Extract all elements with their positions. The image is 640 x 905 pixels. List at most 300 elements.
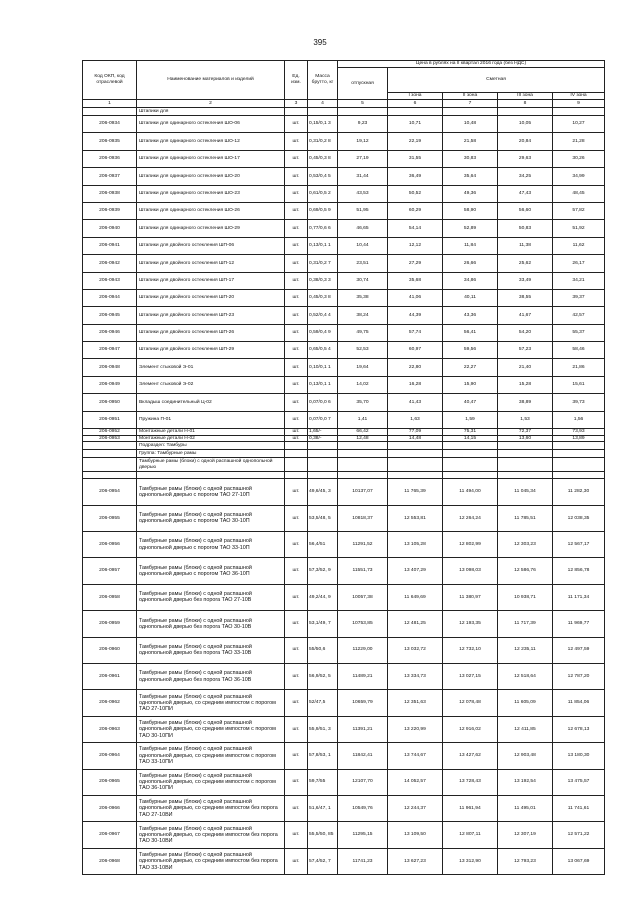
price-zone-4: 30,26 (553, 150, 605, 167)
section-row (83, 108, 605, 116)
price-release: 10549,76 (338, 795, 388, 821)
item-unit: шт. (285, 822, 308, 848)
price-zone-1: 77,09 (388, 429, 443, 436)
item-unit: шт. (285, 307, 308, 324)
item-code: 206-0935 (83, 133, 137, 150)
col-number: 3 (285, 100, 308, 108)
item-name: Штапики для двойного остекления ШП-23 (137, 307, 285, 324)
item-code: 206-0955 (83, 505, 137, 531)
item-code: 206-0938 (83, 185, 137, 202)
price-zone-2: 12 078,48 (443, 690, 498, 716)
price-zone-1: 44,39 (388, 307, 443, 324)
price-zone-2: 11 961,94 (443, 795, 498, 821)
item-name: Тамбурные рамы (блоки) с одной распашной однопольной дверью, со средним импостом без порога ТАО 27-10ВИ (137, 795, 285, 821)
item-unit: шт. (285, 411, 308, 428)
price-zone-2: 12 807,11 (443, 822, 498, 848)
price-release: 30,74 (338, 272, 388, 289)
item-name: Тамбурные рамы (блоки) с одной распашной однопольной дверью, со средним импостом с порогом ТАО 30-10ПИ (137, 716, 285, 742)
price-zone-2: 75,31 (443, 429, 498, 436)
item-name: Тамбурные рамы (блоки) с одной распашной однопольной дверью с порогом ТАО 36-10П (137, 558, 285, 584)
price-zone-3: 12 518,64 (498, 663, 553, 689)
item-mass: 0,45/0,3 8 (308, 289, 338, 306)
item-code: 206-0962 (83, 690, 137, 716)
price-zone-2: 12 732,10 (443, 637, 498, 663)
col-number: 6 (388, 100, 443, 108)
item-code: 206-0966 (83, 795, 137, 821)
item-code: 206-0943 (83, 272, 137, 289)
price-zone-4: 73,93 (553, 429, 605, 436)
price-zone-2: 43,36 (443, 307, 498, 324)
price-zone-4: 12 856,78 (553, 558, 605, 584)
item-code: 206-0968 (83, 848, 137, 874)
price-zone-4: 11 741,61 (553, 795, 605, 821)
item-mass: 57,4/52, 7 (308, 848, 338, 874)
item-name: Штапики для одинарного остекления ШО-29 (137, 220, 285, 237)
item-unit: шт. (285, 716, 308, 742)
price-zone-3: 12 586,76 (498, 558, 553, 584)
item-mass: 57,3/52, 9 (308, 558, 338, 584)
price-zone-3: 11 717,39 (498, 611, 553, 637)
item-code: 206-0953 (83, 435, 137, 442)
item-unit: шт. (285, 359, 308, 376)
price-zone-1: 13 220,99 (388, 716, 443, 742)
price-zone-2: 30,83 (443, 150, 498, 167)
item-unit: шт. (285, 743, 308, 769)
item-code: 206-0934 (83, 116, 137, 133)
price-zone-1: 60,29 (388, 202, 443, 219)
table-row (83, 237, 605, 254)
price-release: 27,19 (338, 150, 388, 167)
price-zone-3: 38,89 (498, 394, 553, 411)
price-zone-4: 12 038,35 (553, 505, 605, 531)
price-release: 10057,38 (338, 584, 388, 610)
item-unit: шт. (285, 202, 308, 219)
item-code: 206-0957 (83, 558, 137, 584)
price-zone-3: 72,37 (498, 429, 553, 436)
price-zone-3: 15,28 (498, 376, 553, 393)
table-row (83, 220, 605, 237)
item-name: Штапики для двойного остекления ШП-29 (137, 342, 285, 359)
price-zone-4: 57,82 (553, 202, 605, 219)
item-name: Тамбурные рамы (блоки) с одной распашной однопольной дверью с порогом ТАО 33-10П (137, 532, 285, 558)
header-release: отпускная (338, 67, 388, 99)
price-release: 11489,21 (338, 663, 388, 689)
price-zone-2: 15,90 (443, 376, 498, 393)
item-mass: 0,38/0,3 3 (308, 272, 338, 289)
item-mass: 0,52/0,4 4 (308, 307, 338, 324)
table-row (83, 637, 605, 663)
item-name: Тамбурные рамы (блоки) с одной распашной однопольной дверью с порогом ТАО 30-10П (137, 505, 285, 531)
price-zone-4: 39,37 (553, 289, 605, 306)
price-release: 51,95 (338, 202, 388, 219)
price-zone-1: 14,48 (388, 435, 443, 442)
table-row (83, 376, 605, 393)
price-zone-3: 1,53 (498, 411, 553, 428)
col-number: 2 (137, 100, 285, 108)
section-label: Штапики для (137, 108, 285, 116)
price-release: 10137,07 (338, 479, 388, 505)
item-name: Штапики для двойного остекления ШП-20 (137, 289, 285, 306)
item-code: 206-0950 (83, 394, 137, 411)
price-zone-2: 22,27 (443, 359, 498, 376)
item-mass: 55,5/50, 85 (308, 822, 338, 848)
table-row (83, 342, 605, 359)
price-release: 11295,15 (338, 822, 388, 848)
price-release: 10,44 (338, 237, 388, 254)
price-zone-4: 34,21 (553, 272, 605, 289)
item-unit: шт. (285, 342, 308, 359)
table-header (83, 61, 605, 108)
item-name: Элемент стыковой Э-01 (137, 359, 285, 376)
item-mass: 0,45/0,3 8 (308, 150, 338, 167)
item-code: 206-0936 (83, 150, 137, 167)
price-zone-2: 49,36 (443, 185, 498, 202)
item-unit: шт. (285, 376, 308, 393)
price-release: 19,64 (338, 359, 388, 376)
item-mass: 55/50,6 (308, 637, 338, 663)
item-mass: 0,07/0,0 6 (308, 394, 338, 411)
item-name: Элемент стыковой Э-02 (137, 376, 285, 393)
item-code: 206-0940 (83, 220, 137, 237)
item-mass: 0,61/0,5 2 (308, 185, 338, 202)
price-zone-3: 25,62 (498, 255, 553, 272)
price-zone-1: 36,49 (388, 168, 443, 185)
item-unit: шт. (285, 795, 308, 821)
item-code: 206-0949 (83, 376, 137, 393)
price-release: 9,23 (338, 116, 388, 133)
table-row (83, 324, 605, 341)
price-zone-2: 12 264,24 (443, 505, 498, 531)
item-unit: шт. (285, 663, 308, 689)
price-zone-4: 12 571,22 (553, 822, 605, 848)
table-row (83, 359, 605, 376)
item-unit: шт. (285, 435, 308, 442)
price-zone-2: 13 728,43 (443, 769, 498, 795)
item-unit: шт. (285, 185, 308, 202)
price-zone-4: 34,99 (553, 168, 605, 185)
item-name: Штапики для двойного остекления ШП-17 (137, 272, 285, 289)
item-name: Штапики для одинарного остекления ШО-06 (137, 116, 285, 133)
price-zone-4: 13 180,30 (553, 743, 605, 769)
price-zone-1: 13 744,67 (388, 743, 443, 769)
price-release: 19,12 (338, 133, 388, 150)
item-unit: шт. (285, 479, 308, 505)
header-mass: Масса брутто, кг (308, 61, 338, 100)
price-release: 10818,37 (338, 505, 388, 531)
price-zone-1: 57,74 (388, 324, 443, 341)
item-code: 206-0945 (83, 307, 137, 324)
price-release: 11291,52 (338, 532, 388, 558)
table-row (83, 795, 605, 821)
price-release: 35,38 (338, 289, 388, 306)
price-zone-2: 58,90 (443, 202, 498, 219)
table-row (83, 532, 605, 558)
price-zone-4: 51,92 (553, 220, 605, 237)
item-name: Штапики для одинарного остекления ШО-12 (137, 133, 285, 150)
price-zone-4: 21,28 (553, 133, 605, 150)
price-zone-3: 20,84 (498, 133, 553, 150)
price-zone-4: 1,56 (553, 411, 605, 428)
item-unit: шт. (285, 116, 308, 133)
price-zone-1: 12,12 (388, 237, 443, 254)
header-estimate: Сметная (388, 67, 605, 93)
item-name: Тамбурные рамы (блоки) с одной распашной однопольной дверью без порога ТАО 27-10В (137, 584, 285, 610)
col-number: 8 (498, 100, 553, 108)
table-row (83, 272, 605, 289)
price-zone-1: 41,43 (388, 394, 443, 411)
item-mass: 59,7/55 (308, 769, 338, 795)
price-zone-1: 11 649,69 (388, 584, 443, 610)
table-row (83, 479, 605, 505)
item-mass: 51,6/47, 1 (308, 795, 338, 821)
header-name: Наименование материалов и изделий (137, 61, 285, 100)
price-zone-1: 12 481,25 (388, 611, 443, 637)
table-row (83, 505, 605, 531)
price-release: 31,44 (338, 168, 388, 185)
item-name: Тамбурные рамы (блоки) с одной распашной однопольной дверью, со средним импостом с порогом ТАО 33-10ПИ (137, 743, 285, 769)
table-row (83, 558, 605, 584)
price-table (82, 60, 605, 875)
price-zone-2: 13 098,03 (443, 558, 498, 584)
price-zone-2: 35,64 (443, 168, 498, 185)
table-row (83, 716, 605, 742)
price-zone-4: 21,86 (553, 359, 605, 376)
price-zone-3: 38,55 (498, 289, 553, 306)
item-code: 206-0944 (83, 289, 137, 306)
item-mass: 49,2/44, 9 (308, 584, 338, 610)
price-release: 23,51 (338, 255, 388, 272)
price-release: 14,02 (338, 376, 388, 393)
price-zone-3: 11,38 (498, 237, 553, 254)
col-number: 5 (338, 100, 388, 108)
price-zone-1: 50,52 (388, 185, 443, 202)
item-unit: шт. (285, 150, 308, 167)
item-name: Тамбурные рамы (блоки) с одной распашной однопольной дверью без порога ТАО 33-10В (137, 637, 285, 663)
header-price-title: Цена в рублях на II квартал 2016 года (без НДС) (338, 61, 605, 68)
item-mass: 53,5/48, 5 (308, 505, 338, 531)
header-zone-1: I зона (388, 93, 443, 100)
price-zone-2: 11 380,97 (443, 584, 498, 610)
price-zone-4: 11 854,06 (553, 690, 605, 716)
item-code: 206-0960 (83, 637, 137, 663)
table-row (83, 168, 605, 185)
item-mass: 0,13/0,1 1 (308, 376, 338, 393)
item-mass: 0,07/0,0 7 (308, 411, 338, 428)
price-zone-1: 13 109,50 (388, 822, 443, 848)
price-release: 11842,41 (338, 743, 388, 769)
price-zone-1: 13 334,73 (388, 663, 443, 689)
item-code: 206-0941 (83, 237, 137, 254)
price-zone-2: 12 193,35 (443, 611, 498, 637)
price-zone-1: 10,71 (388, 116, 443, 133)
item-unit: шт. (285, 611, 308, 637)
price-zone-3: 34,25 (498, 168, 553, 185)
item-code: 206-0958 (83, 584, 137, 610)
item-code: 206-0954 (83, 479, 137, 505)
price-zone-3: 21,40 (498, 359, 553, 376)
subsection-label: Подраздел: Тамбуры (137, 442, 285, 450)
item-name: Штапики для двойного остекления ШП-26 (137, 324, 285, 341)
item-unit: шт. (285, 505, 308, 531)
item-unit: шт. (285, 289, 308, 306)
item-mass: 55,9/51, 3 (308, 716, 338, 742)
item-mass: 0,31/0,2 8 (308, 133, 338, 150)
price-zone-2: 13 427,62 (443, 743, 498, 769)
price-zone-3: 11 605,09 (498, 690, 553, 716)
item-mass: 0,53/0,4 5 (308, 168, 338, 185)
price-zone-2: 13 312,90 (443, 848, 498, 874)
item-mass: 0,59/0,4 9 (308, 324, 338, 341)
price-zone-1: 13 407,29 (388, 558, 443, 584)
price-zone-2: 34,86 (443, 272, 498, 289)
price-zone-4: 39,73 (553, 394, 605, 411)
item-mass: 0,15/0,1 3 (308, 116, 338, 133)
price-zone-4: 11 282,30 (553, 479, 605, 505)
section-row (83, 450, 605, 458)
price-zone-3: 33,49 (498, 272, 553, 289)
price-zone-1: 12 553,81 (388, 505, 443, 531)
price-zone-4: 11,62 (553, 237, 605, 254)
price-zone-3: 50,83 (498, 220, 553, 237)
price-zone-3: 13 192,54 (498, 769, 553, 795)
price-release: 11551,73 (338, 558, 388, 584)
price-release: 66,42 (338, 429, 388, 436)
column-numbers-row (83, 100, 605, 108)
price-zone-3: 12 303,23 (498, 532, 553, 558)
price-zone-4: 11 171,34 (553, 584, 605, 610)
price-zone-1: 31,55 (388, 150, 443, 167)
table-row (83, 185, 605, 202)
price-zone-3: 10 938,71 (498, 584, 553, 610)
price-zone-1: 35,68 (388, 272, 443, 289)
item-code: 206-0948 (83, 359, 137, 376)
item-unit: шт. (285, 272, 308, 289)
price-zone-4: 48,45 (553, 185, 605, 202)
price-release: 12107,70 (338, 769, 388, 795)
item-unit: шт. (285, 133, 308, 150)
price-release: 52,53 (338, 342, 388, 359)
table-row (83, 822, 605, 848)
price-zone-1: 13 627,23 (388, 848, 443, 874)
item-mass: 0,31/0,2 7 (308, 255, 338, 272)
header-zone-4: IV зона (553, 93, 605, 100)
price-release: 12,48 (338, 435, 388, 442)
item-mass: 49,6/45, 3 (308, 479, 338, 505)
item-unit: шт. (285, 558, 308, 584)
price-zone-4: 26,17 (553, 255, 605, 272)
item-name: Пружина П-01 (137, 411, 285, 428)
item-unit: шт. (285, 429, 308, 436)
item-unit: шт. (285, 769, 308, 795)
price-zone-1: 13 105,28 (388, 532, 443, 558)
page-number: 395 (313, 38, 327, 47)
table-row (83, 289, 605, 306)
item-name: Тамбурные рамы (блоки) с одной распашной однопольной дверью, со средним импостом без порога ТАО 33-10ВИ (137, 848, 285, 874)
price-zone-1: 60,97 (388, 342, 443, 359)
price-zone-2: 40,11 (443, 289, 498, 306)
price-release: 49,75 (338, 324, 388, 341)
price-zone-4: 12 567,17 (553, 532, 605, 558)
table-row (83, 848, 605, 874)
price-zone-1: 22,19 (388, 133, 443, 150)
price-release: 1,41 (338, 411, 388, 428)
subgroup-label: Тамбурные рамы (блоки) с одной распашной однопольной дверью (137, 458, 285, 472)
item-code: 206-0952 (83, 429, 137, 436)
item-mass: 0,13/0,1 1 (308, 237, 338, 254)
price-zone-1: 13 032,72 (388, 637, 443, 663)
price-zone-2: 56,41 (443, 324, 498, 341)
price-zone-1: 14 052,57 (388, 769, 443, 795)
price-zone-3: 11 495,01 (498, 795, 553, 821)
header-zone-3: III зона (498, 93, 553, 100)
price-zone-2: 52,89 (443, 220, 498, 237)
item-name: Тамбурные рамы (блоки) с одной распашной однопольной дверью, со средним импостом с порогом ТАО 36-10ПИ (137, 769, 285, 795)
item-code: 206-0942 (83, 255, 137, 272)
item-mass: 0,77/0,6 6 (308, 220, 338, 237)
item-unit: шт. (285, 168, 308, 185)
item-mass: 0,38/- (308, 435, 338, 442)
item-code: 206-0947 (83, 342, 137, 359)
table-row (83, 769, 605, 795)
item-name: Штапики для двойного остекления ШП-06 (137, 237, 285, 254)
price-zone-1: 41,06 (388, 289, 443, 306)
item-code: 206-0967 (83, 822, 137, 848)
price-zone-2: 14,15 (443, 435, 498, 442)
price-zone-2: 12 916,02 (443, 716, 498, 742)
header-code: Код ОКП, код отраслевой (83, 61, 137, 100)
item-code: 206-0956 (83, 532, 137, 558)
item-unit: шт. (285, 584, 308, 610)
table-row (83, 116, 605, 133)
price-zone-4: 55,37 (553, 324, 605, 341)
item-name: Тамбурные рамы (блоки) с одной распашной однопольной дверью, со средним импостом с порогом ТАО 27-10ПИ (137, 690, 285, 716)
col-number: 1 (83, 100, 137, 108)
price-release: 10753,85 (338, 611, 388, 637)
item-code: 206-0951 (83, 411, 137, 428)
item-code: 206-0963 (83, 716, 137, 742)
price-zone-3: 54,20 (498, 324, 553, 341)
col-number: 7 (443, 100, 498, 108)
item-name: Монтажные детали Н-02 (137, 435, 285, 442)
header-unit: Ед. изм. (285, 61, 308, 100)
table-row (83, 394, 605, 411)
price-zone-1: 16,28 (388, 376, 443, 393)
table-row (83, 611, 605, 637)
price-zone-2: 11 494,00 (443, 479, 498, 505)
price-zone-3: 12 235,11 (498, 637, 553, 663)
item-unit: шт. (285, 394, 308, 411)
price-zone-2: 21,58 (443, 133, 498, 150)
price-zone-4: 13 067,69 (553, 848, 605, 874)
price-zone-3: 10,05 (498, 116, 553, 133)
group-label: Группа: Тамбурные рамы (137, 450, 285, 458)
item-name: Штапики для одинарного остекления ШО-23 (137, 185, 285, 202)
price-release: 35,70 (338, 394, 388, 411)
item-mass: 0,69/0,5 9 (308, 202, 338, 219)
price-zone-3: 11 045,34 (498, 479, 553, 505)
price-zone-4: 11 969,77 (553, 611, 605, 637)
item-code: 206-0939 (83, 202, 137, 219)
price-release: 46,65 (338, 220, 388, 237)
item-unit: шт. (285, 324, 308, 341)
item-unit: шт. (285, 848, 308, 874)
table-row (83, 133, 605, 150)
table-row (83, 150, 605, 167)
header-zone-2: II зона (443, 93, 498, 100)
price-release: 11229,00 (338, 637, 388, 663)
table-row (83, 202, 605, 219)
table-row (83, 743, 605, 769)
